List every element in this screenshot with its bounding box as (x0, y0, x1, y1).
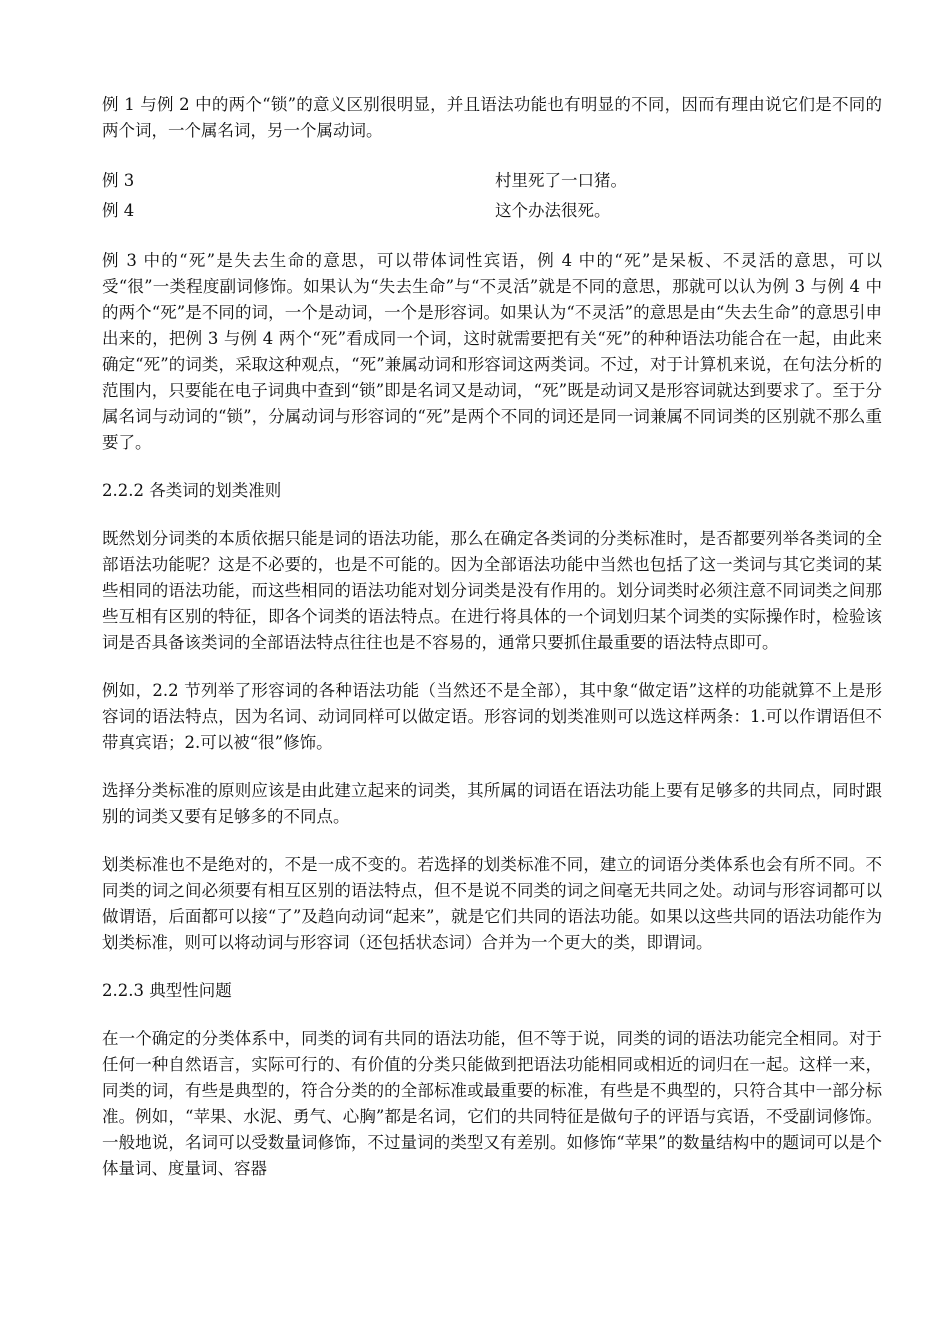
paragraph-criteria: 既然划分词类的本质依据只能是词的语法功能，那么在确定各类词的分类标准时，是否都要列举各类词的全部语法功能呢？这是不必要的，也是不可能的。因为全部语法功能中当然也包括了这一类词与其它类词的某些相同的语法功能，而这些相同的语法功能对划分词类是没有作用的。划分词类时必须注意不同词类之间那些互相有区别的特征，即各个词类的语法特点。在进行将具体的一个词划归某个词类的实际操作时，检验该词是否具备该类词的全部语法特点往往也是不容易的，通常只要抓住最重要的语法特点即可。 (102, 529, 882, 652)
paragraph-si-analysis: 例 3 中的“死”是失去生命的意思，可以带体词性宾语，例 4 中的“死”是呆板、不灵活的意思，可以受“很”一类程度副词修饰。如果认为“失去生命”与“不灵活”就是不同的意思，那就可以认为例 3 与例 4 中的两个“死”是不同的词，一个是动词，一个是形容词。如果认为“不灵活”的意思是由“失去生命”的意思引申出来的，把例 3 与例 4 两个“死”看成同一个词，这时就需要把有关“死”的种种语法功能合在一起，由此来确定“死”的词类，采取这种观点，“死”兼属动词和形容词这两类词。不过，对于计算机来说，在句法分析的范围内，只要能在电子词典中查到“锁”即是名词又是动词，“死”既是动词又是形容词就达到要求了。至于分属名词与动词的“锁”，分属动词与形容词的“死”是两个不同的词还是同一词兼属不同词类的区别就不那么重要了。 (102, 251, 882, 452)
paragraph-intro: 例 1 与例 2 中的两个“锁”的意义区别很明显，并且语法功能也有明显的不同，因而有理由说它们是不同的两个词，一个属名词，另一个属动词。 (102, 95, 882, 140)
document-page (102, 92, 882, 1204)
example-sentence: 这个办法很死。 (495, 201, 611, 220)
example-label: 例 3 (102, 171, 135, 190)
paragraph-principle: 选择分类标准的原则应该是由此建立起来的词类，其所属的词语在语法功能上要有足够多的共同点，同时跟别的词类又要有足够多的不同点。 (102, 781, 882, 826)
example-sentence: 村里死了一口猪。 (495, 171, 627, 190)
paragraph-adjective-example: 例如，2.2 节列举了形容词的各种语法功能（当然还不是全部），其中象“做定语”这样的功能就算不上是形容词的语法特点，因为名词、动词同样可以做定语。形容词的划类准则可以选这样两条：1.可以作谓语但不带真宾语；2.可以被“很”修饰。 (102, 681, 882, 752)
section-heading: 2.2.3 典型性问题 (102, 981, 232, 1000)
example-row (102, 196, 882, 226)
paragraph-typicality: 在一个确定的分类体系中，同类的词有共同的语法功能，但不等于说，同类的词的语法功能完全相同。对于任何一种自然语言，实际可行的、有价值的分类只能做到把语法功能相同或相近的词归在一起。这样一来，同类的词，有些是典型的，符合分类的的全部标准或最重要的标准，有些是不典型的，只符合其中一部分标准。例如，“苹果、水泥、勇气、心胸”都是名词，它们的共同特征是做句子的评语与宾语，不受副词修饰。一般地说，名词可以受数量词修饰，不过量词的类型又有差别。如修饰“苹果”的数量结构中的题词可以是个体量词、度量词、容器 (102, 1029, 882, 1178)
example-list (102, 166, 882, 226)
example-label: 例 4 (102, 201, 135, 220)
example-row (102, 166, 882, 196)
section-heading: 2.2.2 各类词的划类准则 (102, 481, 282, 500)
paragraph-relativity: 划类标准也不是绝对的，不是一成不变的。若选择的划类标准不同，建立的词语分类体系也会有所不同。不同类的词之间必须要有相互区别的语法特点，但不是说不同类的词之间毫无共同之处。动词与形容词都可以做谓语，后面都可以接“了”及趋向动词“起来”，就是它们共同的语法功能。如果以这些共同的语法功能作为划类标准，则可以将动词与形容词（还包括状态词）合并为一个更大的类，即谓词。 (102, 855, 882, 952)
